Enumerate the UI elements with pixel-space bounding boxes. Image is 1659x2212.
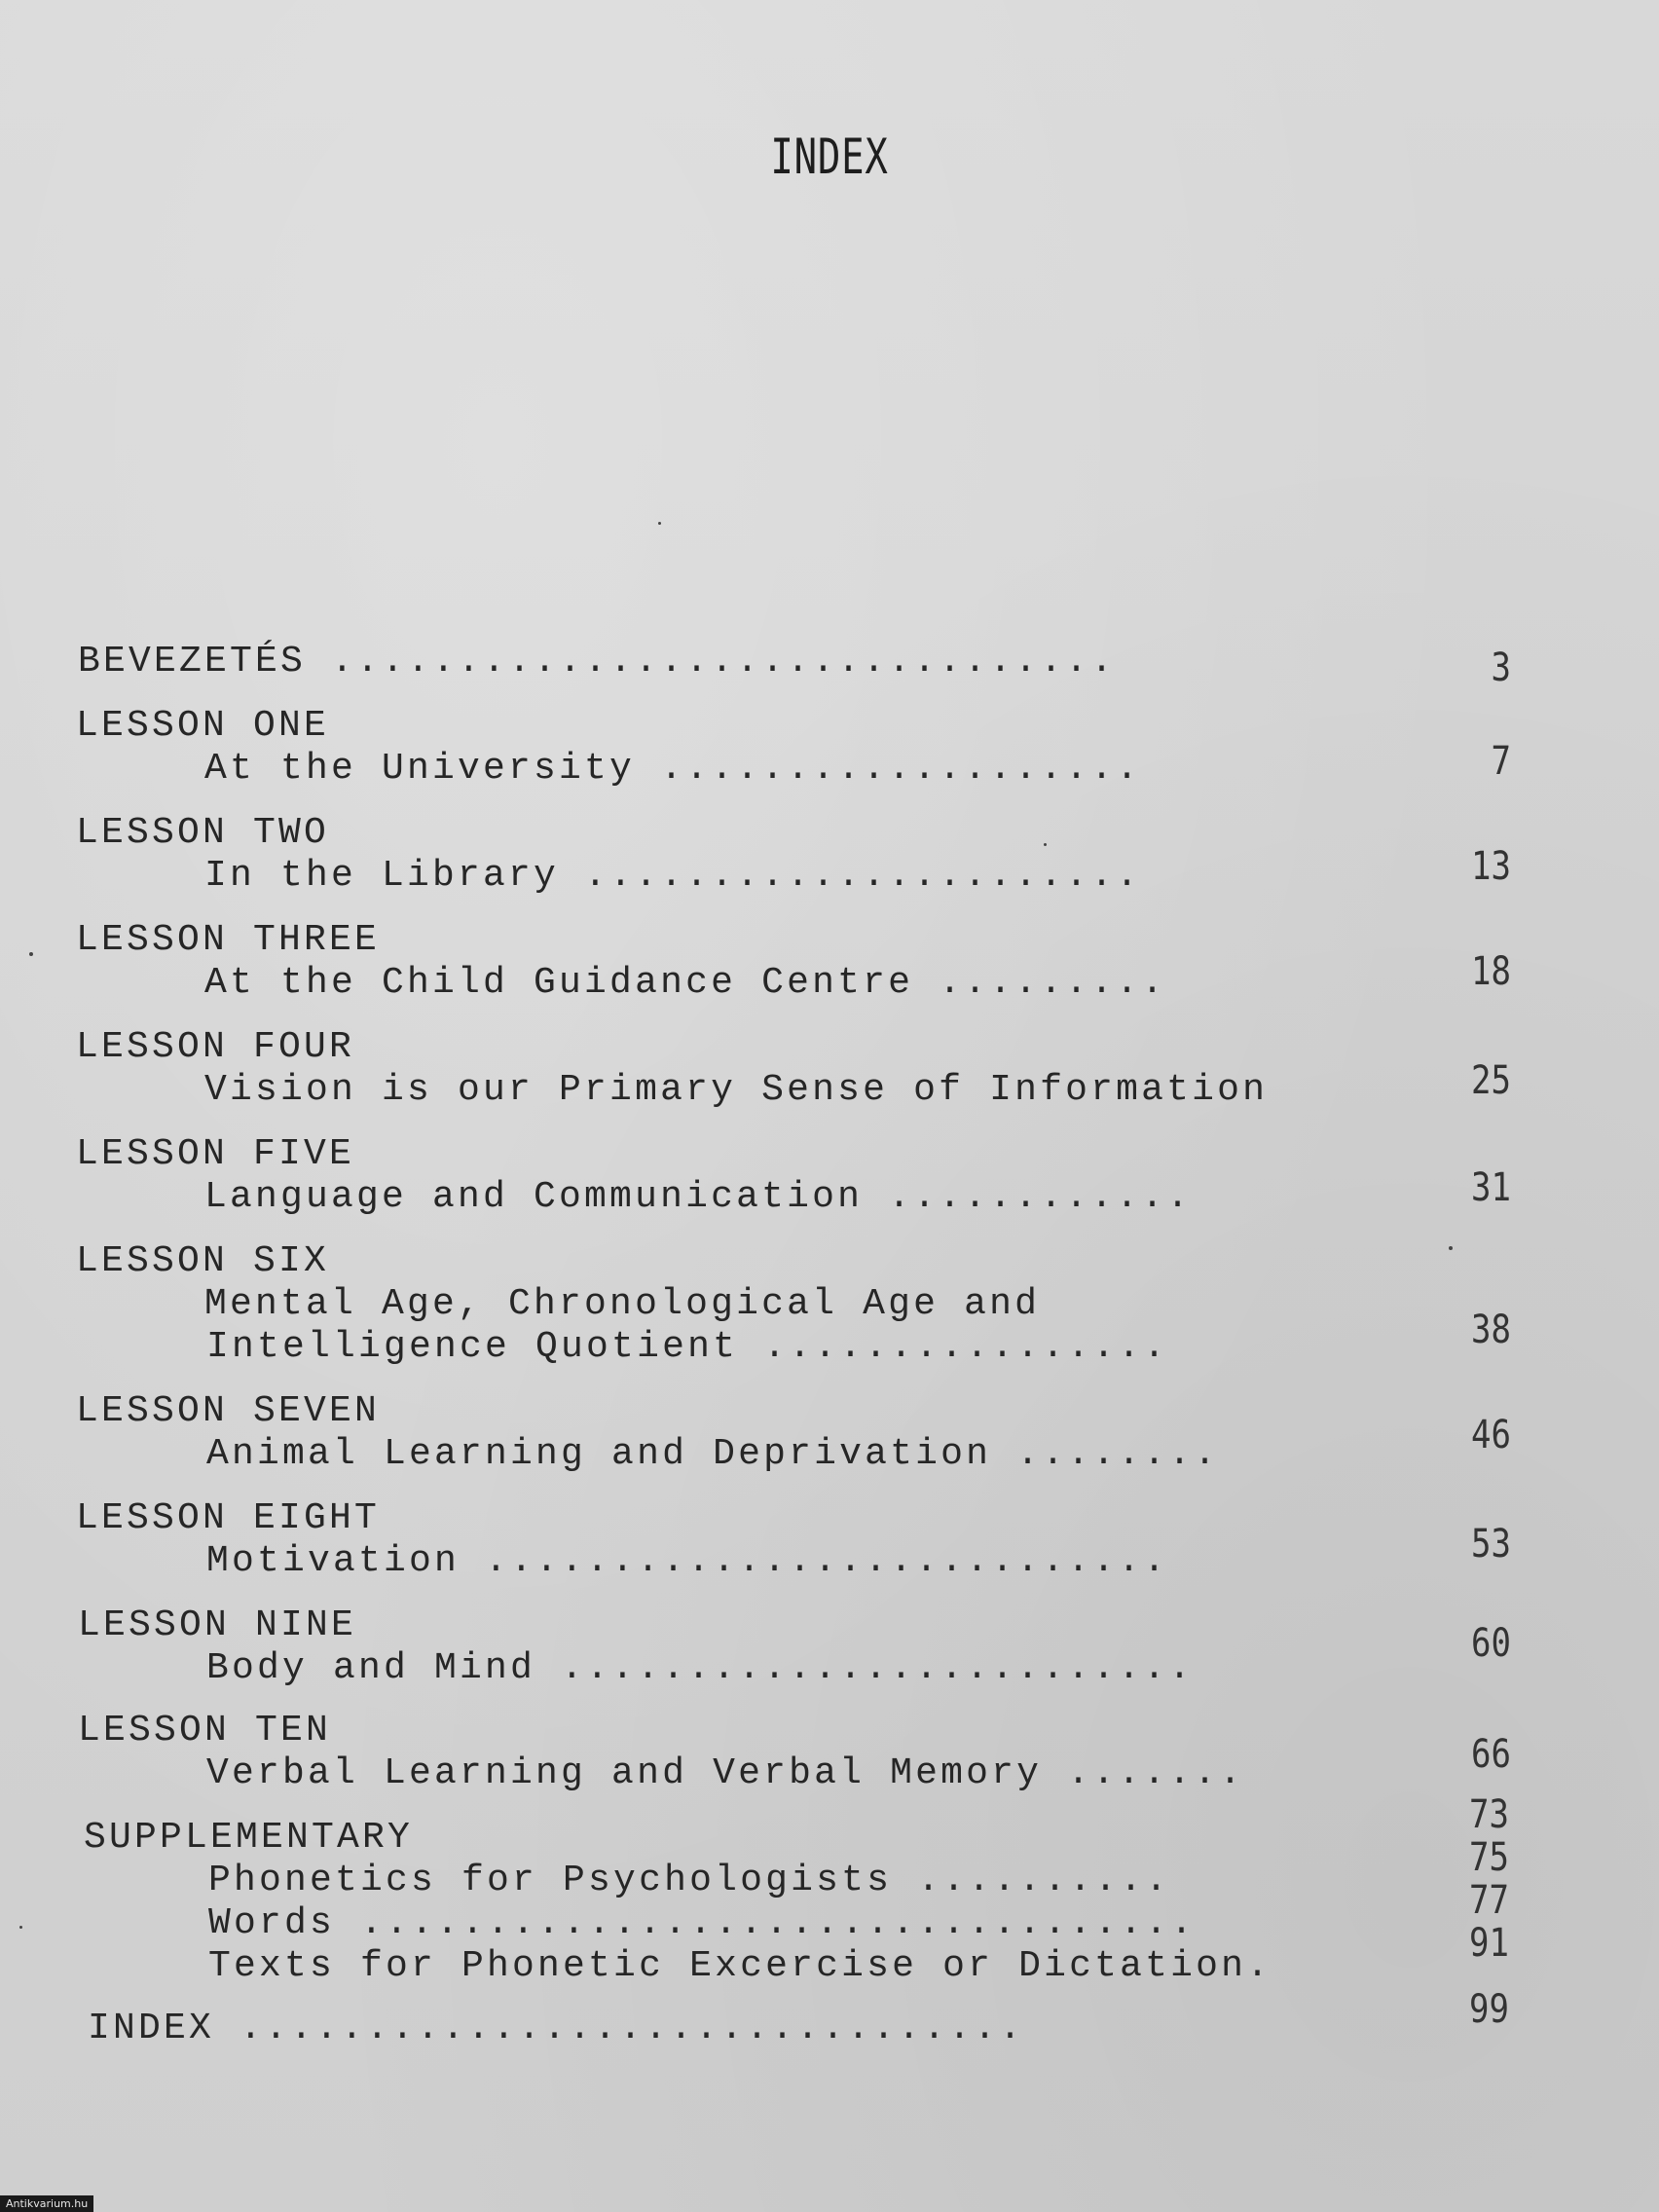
toc-page-number: 53 [1471, 1522, 1511, 1567]
toc-page-number: 91 [1469, 1921, 1509, 1966]
toc-entry-label: BEVEZETÉS ............................... [78, 641, 1117, 682]
lesson-title: At the Child Guidance Centre ......... [204, 962, 1167, 1004]
lesson-title: Intelligence Quotient ................ [206, 1326, 1169, 1368]
dust-speck [1449, 1246, 1453, 1250]
toc-page-number: 18 [1471, 949, 1511, 994]
dust-speck [1044, 843, 1047, 846]
lesson-heading: SUPPLEMENTARY [84, 1817, 414, 1859]
lesson-title: Animal Learning and Deprivation ........ [206, 1433, 1220, 1475]
lesson-heading: LESSON SEVEN [76, 1390, 381, 1432]
page-title: INDEX [770, 129, 889, 185]
toc-page-number: 99 [1469, 1987, 1509, 2032]
toc-page-number: 46 [1471, 1413, 1511, 1457]
toc-page-number: 13 [1471, 844, 1511, 889]
lesson-title: Texts for Phonetic Excercise or Dictation. [208, 1945, 1272, 1987]
dust-speck [29, 952, 33, 956]
dust-speck [658, 522, 661, 525]
lesson-title: Verbal Learning and Verbal Memory ....... [206, 1752, 1245, 1794]
toc-page-number: 3 [1491, 645, 1511, 690]
lesson-heading: LESSON TEN [78, 1710, 332, 1751]
toc-page-number: 73 [1469, 1792, 1509, 1837]
toc-page-number: 31 [1471, 1165, 1511, 1210]
dust-speck [19, 1926, 22, 1929]
lesson-title: In the Library ...................... [204, 855, 1142, 897]
toc-entry-label: INDEX ............................... [88, 2008, 1025, 2049]
lesson-heading: LESSON THREE [76, 919, 381, 961]
lesson-title: At the University ................... [204, 748, 1142, 790]
lesson-heading: LESSON ONE [76, 705, 330, 747]
lesson-heading: LESSON FIVE [76, 1133, 355, 1175]
lesson-title: Vision is our Primary Sense of Information [204, 1069, 1269, 1111]
lesson-heading: LESSON NINE [78, 1604, 357, 1646]
lesson-heading: LESSON FOUR [76, 1026, 355, 1068]
toc-page-number: 77 [1469, 1878, 1509, 1923]
toc-page-number: 60 [1471, 1621, 1511, 1666]
toc-page-number: 38 [1471, 1308, 1511, 1352]
lesson-heading: LESSON TWO [76, 812, 330, 854]
watermark: Antikvarium.hu [0, 2195, 93, 2212]
lesson-title: Motivation ........................... [206, 1540, 1169, 1582]
lesson-title: Phonetics for Psychologists .......... [208, 1860, 1171, 1901]
lesson-heading: LESSON SIX [76, 1240, 330, 1282]
lesson-title: Mental Age, Chronological Age and [204, 1283, 1041, 1325]
lesson-heading: LESSON EIGHT [76, 1497, 381, 1539]
toc-page-number: 7 [1491, 739, 1511, 784]
lesson-title: Language and Communication ............ [204, 1176, 1193, 1218]
toc-page-number: 25 [1471, 1058, 1511, 1103]
toc-page-number: 66 [1471, 1732, 1511, 1777]
lesson-title: Words ................................. [208, 1902, 1197, 1944]
lesson-title: Body and Mind ......................... [206, 1647, 1195, 1689]
toc-page-number: 75 [1469, 1835, 1509, 1880]
